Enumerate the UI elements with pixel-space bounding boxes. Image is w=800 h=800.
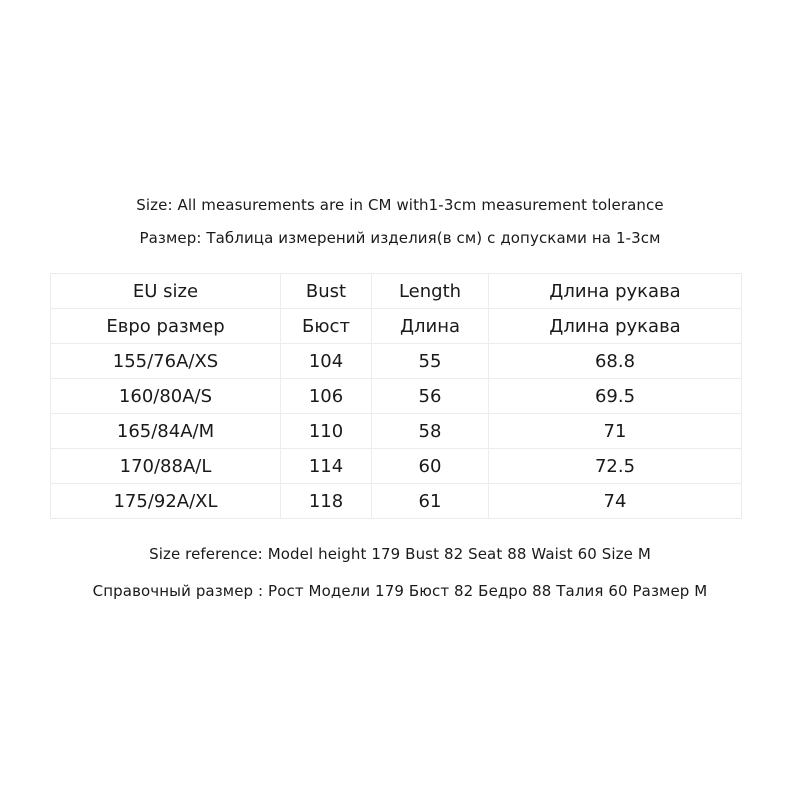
cell-length: 55 [372,344,489,379]
column-header-sleeve-length: Длина рукава [489,274,742,309]
column-header-length: Length [372,274,489,309]
cell-sleeve-length: 74 [489,484,742,519]
table-row [51,344,742,379]
cell-sleeve-length: 68.8 [489,344,742,379]
size-reference-ru: Справочный размер : Рост Модели 179 Бюст 82 Бедро 88 Талия 60 Размер M [92,582,708,600]
size-note-en: Size: All measurements are in CM with1-3cm measurement tolerance [136,196,664,214]
table-row [51,449,742,484]
cell-size: 175/92A/XL [51,484,281,519]
column-header-eu-size-ru: Евро размер [51,309,281,344]
cell-bust: 118 [281,484,372,519]
cell-size: 160/80A/S [51,379,281,414]
cell-length: 58 [372,414,489,449]
cell-length: 56 [372,379,489,414]
table-row [51,484,742,519]
column-header-eu-size: EU size [51,274,281,309]
size-table [50,273,742,519]
cell-size: 165/84A/M [51,414,281,449]
cell-sleeve-length: 72.5 [489,449,742,484]
column-header-bust: Bust [281,274,372,309]
column-header-sleeve-length-ru: Длина рукава [489,309,742,344]
column-header-bust-ru: Бюст [281,309,372,344]
cell-length: 61 [372,484,489,519]
cell-bust: 110 [281,414,372,449]
table-row [51,379,742,414]
table-row [51,414,742,449]
cell-bust: 106 [281,379,372,414]
cell-length: 60 [372,449,489,484]
table-header-row-ru [51,309,742,344]
cell-bust: 104 [281,344,372,379]
column-header-length-ru: Длина [372,309,489,344]
size-reference-en: Size reference: Model height 179 Bust 82 Seat 88 Waist 60 Size M [149,545,651,563]
cell-sleeve-length: 71 [489,414,742,449]
table-header-row-en [51,274,742,309]
size-note-ru: Размер: Таблица измерений изделия(в см) с допусками на 1-3см [139,229,661,247]
cell-sleeve-length: 69.5 [489,379,742,414]
cell-size: 155/76A/XS [51,344,281,379]
cell-bust: 114 [281,449,372,484]
cell-size: 170/88A/L [51,449,281,484]
